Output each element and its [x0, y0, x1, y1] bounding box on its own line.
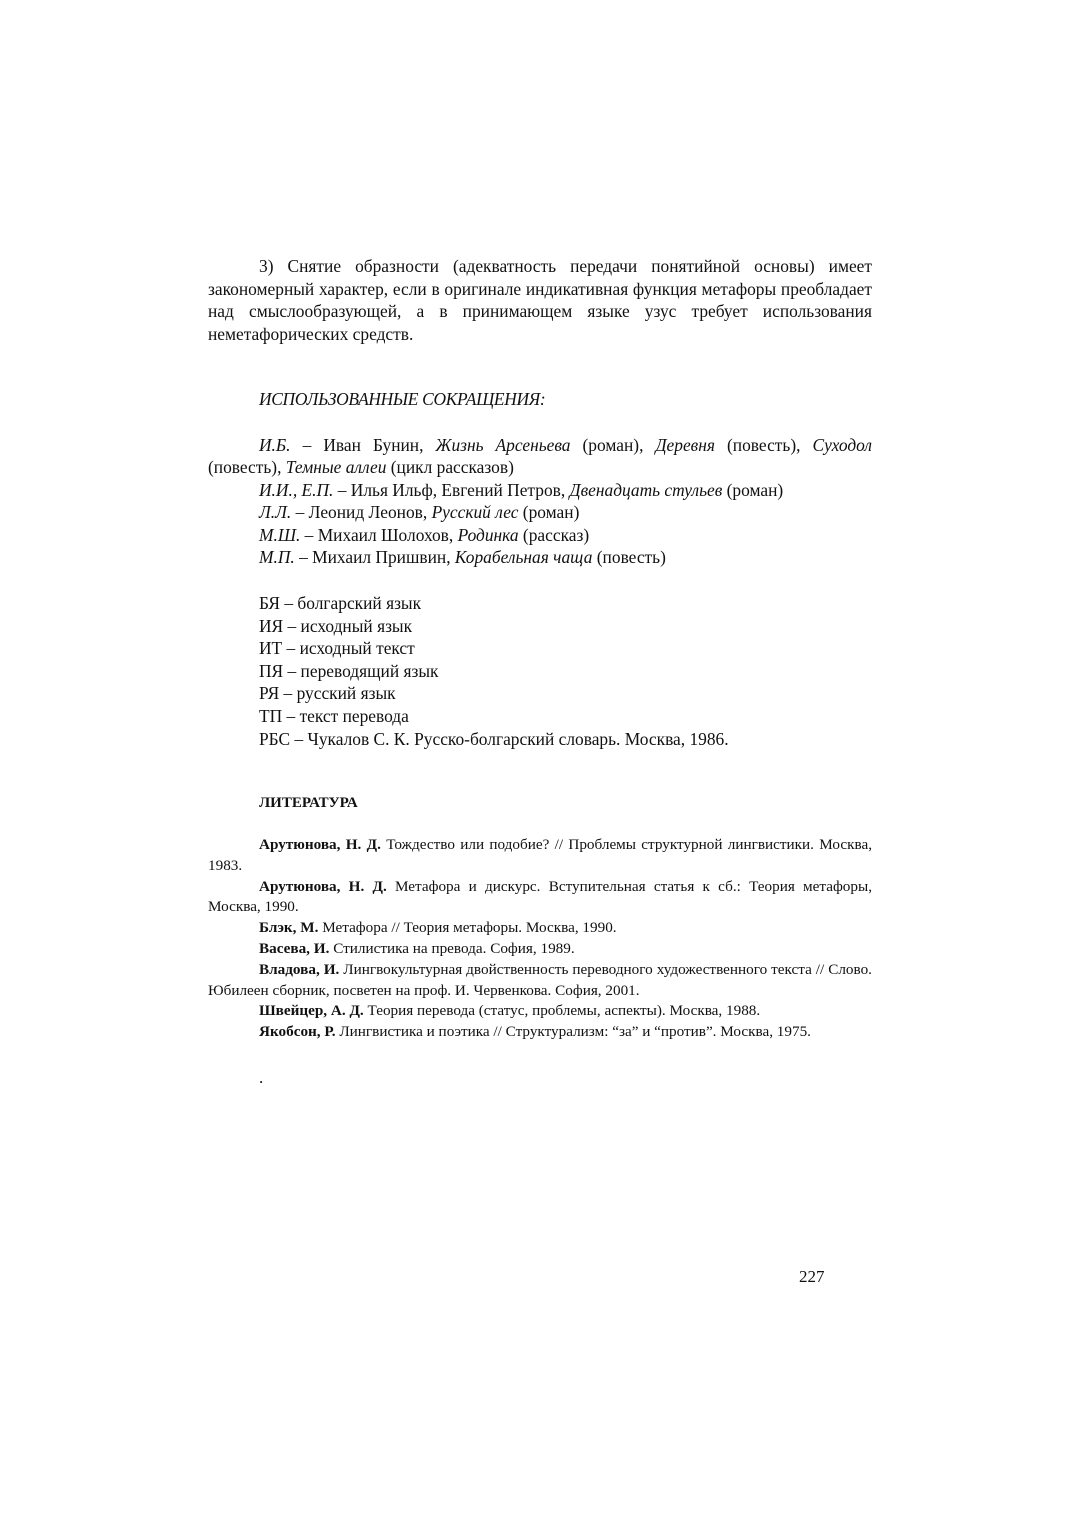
- abbr-entry-mp: М.П. – Михаил Пришвин, Корабельная чаща (повесть): [259, 547, 666, 568]
- abbreviations-list: [208, 434, 872, 568]
- reference-author: Владова, И.: [259, 960, 340, 978]
- code-entry: БЯ – болгарский язык: [259, 593, 422, 613]
- abbr-entry-ii: И.И., Е.П. – Илья Ильф, Евгений Петров, Двенадцать стульев (роман): [259, 479, 784, 500]
- abbr-entry-ll: Л.Л. – Леонид Леонов, Русский лес (роман): [259, 502, 580, 523]
- abbr-code: М.Ш.: [259, 524, 301, 545]
- work-title: Жизнь Арсеньева: [435, 435, 571, 455]
- code-entry: ИТ – исходный текст: [259, 638, 415, 659]
- reference-entry: Васева, И. Стилистика на превода. София, 1989.: [259, 939, 575, 957]
- page-number: 227: [799, 1267, 825, 1286]
- code-entry: ТП – текст перевода: [259, 705, 409, 726]
- abbr-code: Л.Л.: [259, 502, 292, 523]
- code-entry: ИЯ – исходный язык: [259, 615, 413, 636]
- reference-entry: Швейцер, А. Д. Теория перевода (статус, проблемы, аспекты). Москва, 1988.: [259, 1002, 761, 1020]
- literature-heading: ЛИТЕРАТУРА: [259, 795, 358, 811]
- reference-entry: Блэк, М. Метафора // Теория метафоры. Москва, 1990.: [259, 919, 617, 937]
- reference-entry: Владова, И. Лингвокультурная двойственность переводного художественного текста // Слово. Юбилеен сборник, посветен на проф. И. Червенкова. София, 2001.: [208, 960, 872, 999]
- abbreviation-codes-list: [259, 592, 729, 750]
- code-entry: РЯ – русский язык: [259, 683, 396, 704]
- abbr-code: И.Б.: [259, 435, 291, 455]
- reference-author: Блэк, М.: [259, 919, 319, 937]
- work-title: Русский лес: [431, 502, 519, 523]
- references-list: [208, 835, 872, 1043]
- reference-author: Васева, И.: [259, 939, 330, 957]
- work-title: Двенадцать стульев: [569, 479, 723, 500]
- work-title: Темные аллеи: [285, 457, 387, 478]
- code-entry: ПЯ – переводящий язык: [259, 660, 439, 681]
- abbr-code: М.П.: [259, 547, 295, 568]
- reference-author: Якобсон, Р.: [259, 1023, 336, 1041]
- abbr-entry-msh: М.Ш. – Михаил Шолохов, Родинка (рассказ): [259, 524, 590, 545]
- code-entry: РБС – Чукалов С. К. Русско-болгарский словарь. Москва, 1986.: [259, 728, 729, 749]
- reference-author: Арутюнова, Н. Д.: [259, 836, 381, 853]
- abbr-entry-ib-cont: (повесть), Темные аллеи (цикл рассказов): [208, 457, 514, 478]
- reference-author: Арутюнова, Н. Д.: [259, 877, 387, 895]
- abbreviations-heading: ИСПОЛЬЗОВАННЫЕ СОКРАЩЕНИЯ:: [259, 389, 546, 409]
- reference-entry: Арутюнова, Н. Д. Метафора и дискурс. Вступительная статья к сб.: Теория метафоры, Москва, 1990.: [208, 877, 872, 916]
- conclusion-paragraph: 3) Снятие образности (адекватность передачи понятийной основы) имеет закономерный характер, если в оригинале индикативная функция метафоры преобладает над смыслообразующей, а в принимающем языке узус требует использования неметафорических средств.: [208, 256, 872, 344]
- work-title: Корабельная чаща: [454, 547, 593, 568]
- reference-author: Швейцер, А. Д.: [259, 1002, 364, 1020]
- reference-entry: Арутюнова, Н. Д. Тождество или подобие? // Проблемы структурной лингвистики. Москва, 1983.: [208, 836, 873, 874]
- abbr-entry-ib: И.Б. – Иван Бунин, Жизнь Арсеньева (роман), Деревня (повесть), Суходол: [259, 435, 872, 455]
- abbr-code: И.И., Е.П.: [259, 479, 334, 500]
- work-title: Деревня: [655, 435, 715, 455]
- work-title: Родинка: [457, 524, 519, 545]
- trailing-dot: .: [259, 1068, 264, 1087]
- work-title: Суходол: [812, 435, 872, 455]
- reference-entry: Якобсон, Р. Лингвистика и поэтика // Структурализм: “за” и “против”. Москва, 1975.: [259, 1023, 811, 1041]
